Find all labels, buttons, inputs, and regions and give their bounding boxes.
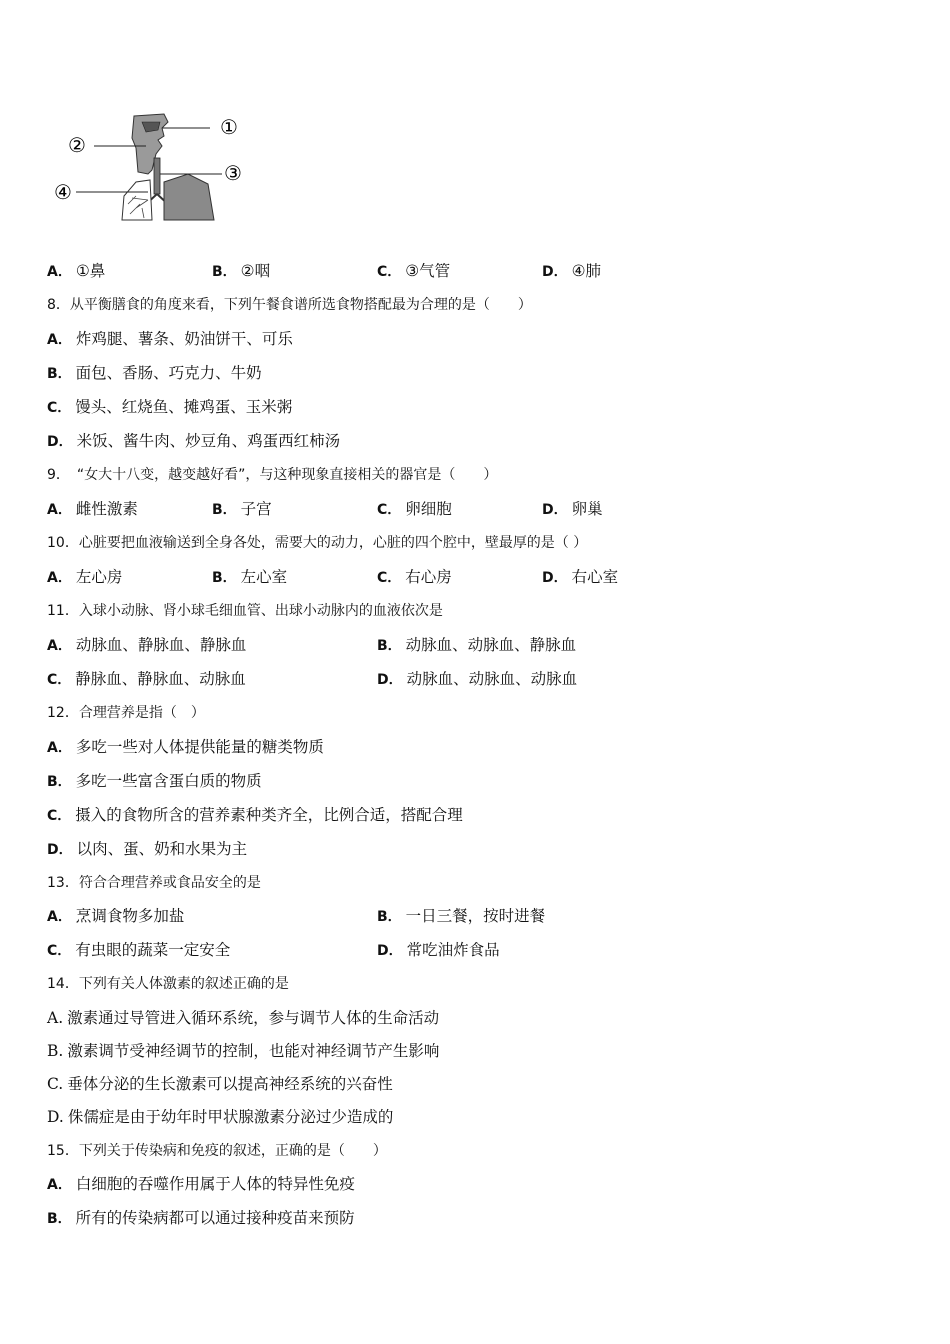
q9-option-a[interactable]: A． 雌性激素 bbox=[47, 500, 138, 518]
q11-option-b[interactable]: B． 动脉血、动脉血、静脉血 bbox=[377, 636, 577, 654]
figure-label-3: ③ bbox=[224, 161, 242, 185]
q14-option-d[interactable]: D. 侏儒症是由于幼年时甲状腺激素分泌过少造成的 bbox=[47, 1108, 394, 1126]
q8-option-d[interactable]: D． 米饭、酱牛肉、炒豆角、鸡蛋西红柿汤 bbox=[47, 432, 341, 450]
q13-option-d[interactable]: D． 常吃油炸食品 bbox=[377, 941, 500, 959]
q8-option-c[interactable]: C． 馒头、红烧鱼、摊鸡蛋、玉米粥 bbox=[47, 398, 293, 416]
q15-option-b[interactable]: B． 所有的传染病都可以通过接种疫苗来预防 bbox=[47, 1209, 355, 1227]
q13-option-a[interactable]: A． 烹调食物多加盐 bbox=[47, 907, 185, 925]
q8-option-a[interactable]: A． 炸鸡腿、薯条、奶油饼干、可乐 bbox=[47, 330, 293, 348]
q8-stem: 8．从平衡膳食的角度来看，下列午餐食谱所选食物搭配最为合理的是（ ） bbox=[47, 297, 532, 313]
q10-stem: 10．心脏要把血液输送到全身各处，需要大的动力，心脏的四个腔中，壁最厚的是（ ） bbox=[47, 535, 588, 551]
right-lung bbox=[164, 174, 214, 220]
q12-option-c[interactable]: C． 摄入的食物所含的营养素种类齐全，比例合适，搭配合理 bbox=[47, 806, 463, 824]
q7-option-b[interactable]: B． ②咽 bbox=[212, 262, 271, 280]
q11-option-c[interactable]: C． 静脉血、静脉血、动脉血 bbox=[47, 670, 246, 688]
q14-option-c[interactable]: C. 垂体分泌的生长激素可以提高神经系统的兴奋性 bbox=[47, 1075, 393, 1093]
q9-option-c[interactable]: C． 卵细胞 bbox=[377, 500, 452, 518]
q7-option-a[interactable]: A． ①鼻 bbox=[47, 262, 106, 280]
q11-option-d[interactable]: D． 动脉血、动脉血、动脉血 bbox=[377, 670, 578, 688]
q7-option-c[interactable]: C． ③气管 bbox=[377, 262, 451, 280]
figure-label-2: ② bbox=[68, 133, 86, 157]
q10-option-d[interactable]: D． 右心室 bbox=[542, 568, 619, 586]
respiratory-system-figure bbox=[52, 108, 252, 226]
q12-option-d[interactable]: D． 以肉、蛋、奶和水果为主 bbox=[47, 840, 248, 858]
q7-option-d[interactable]: D． ④肺 bbox=[542, 262, 602, 280]
q12-option-a[interactable]: A． 多吃一些对人体提供能量的糖类物质 bbox=[47, 738, 324, 756]
q13-option-c[interactable]: C． 有虫眼的蔬菜一定安全 bbox=[47, 941, 231, 959]
q9-option-b[interactable]: B． 子宫 bbox=[212, 500, 272, 518]
q10-option-a[interactable]: A． 左心房 bbox=[47, 568, 123, 586]
q14-stem: 14．下列有关人体激素的叙述正确的是 bbox=[47, 976, 289, 992]
q13-option-b[interactable]: B． 一日三餐，按时进餐 bbox=[377, 907, 546, 925]
figure-label-4: ④ bbox=[54, 180, 72, 204]
q9-stem: 9． “女大十八变，越变越好看”，与这种现象直接相关的器官是（ ） bbox=[47, 467, 498, 483]
q11-option-a[interactable]: A． 动脉血、静脉血、静脉血 bbox=[47, 636, 247, 654]
q15-stem: 15．下列关于传染病和免疫的叙述，正确的是（ ） bbox=[47, 1143, 387, 1159]
q14-option-a[interactable]: A. 激素通过导管进入循环系统，参与调节人体的生命活动 bbox=[47, 1009, 440, 1027]
q9-option-d[interactable]: D． 卵巢 bbox=[542, 500, 603, 518]
q12-stem: 12．合理营养是指（ ） bbox=[47, 705, 205, 721]
q11-stem: 11．入球小动脉、肾小球毛细血管、出球小动脉内的血液依次是 bbox=[47, 603, 443, 619]
q10-option-b[interactable]: B． 左心室 bbox=[212, 568, 288, 586]
figure-label-1: ① bbox=[220, 115, 238, 139]
trachea bbox=[154, 158, 160, 194]
q8-option-b[interactable]: B． 面包、香肠、巧克力、牛奶 bbox=[47, 364, 262, 382]
q12-option-b[interactable]: B． 多吃一些富含蛋白质的物质 bbox=[47, 772, 262, 790]
q13-stem: 13．符合合理营养或食品安全的是 bbox=[47, 875, 261, 891]
q15-option-a[interactable]: A． 白细胞的吞噬作用属于人体的特异性免疫 bbox=[47, 1175, 355, 1193]
q14-option-b[interactable]: B. 激素调节受神经调节的控制，也能对神经调节产生影响 bbox=[47, 1042, 440, 1060]
q10-option-c[interactable]: C． 右心房 bbox=[377, 568, 452, 586]
